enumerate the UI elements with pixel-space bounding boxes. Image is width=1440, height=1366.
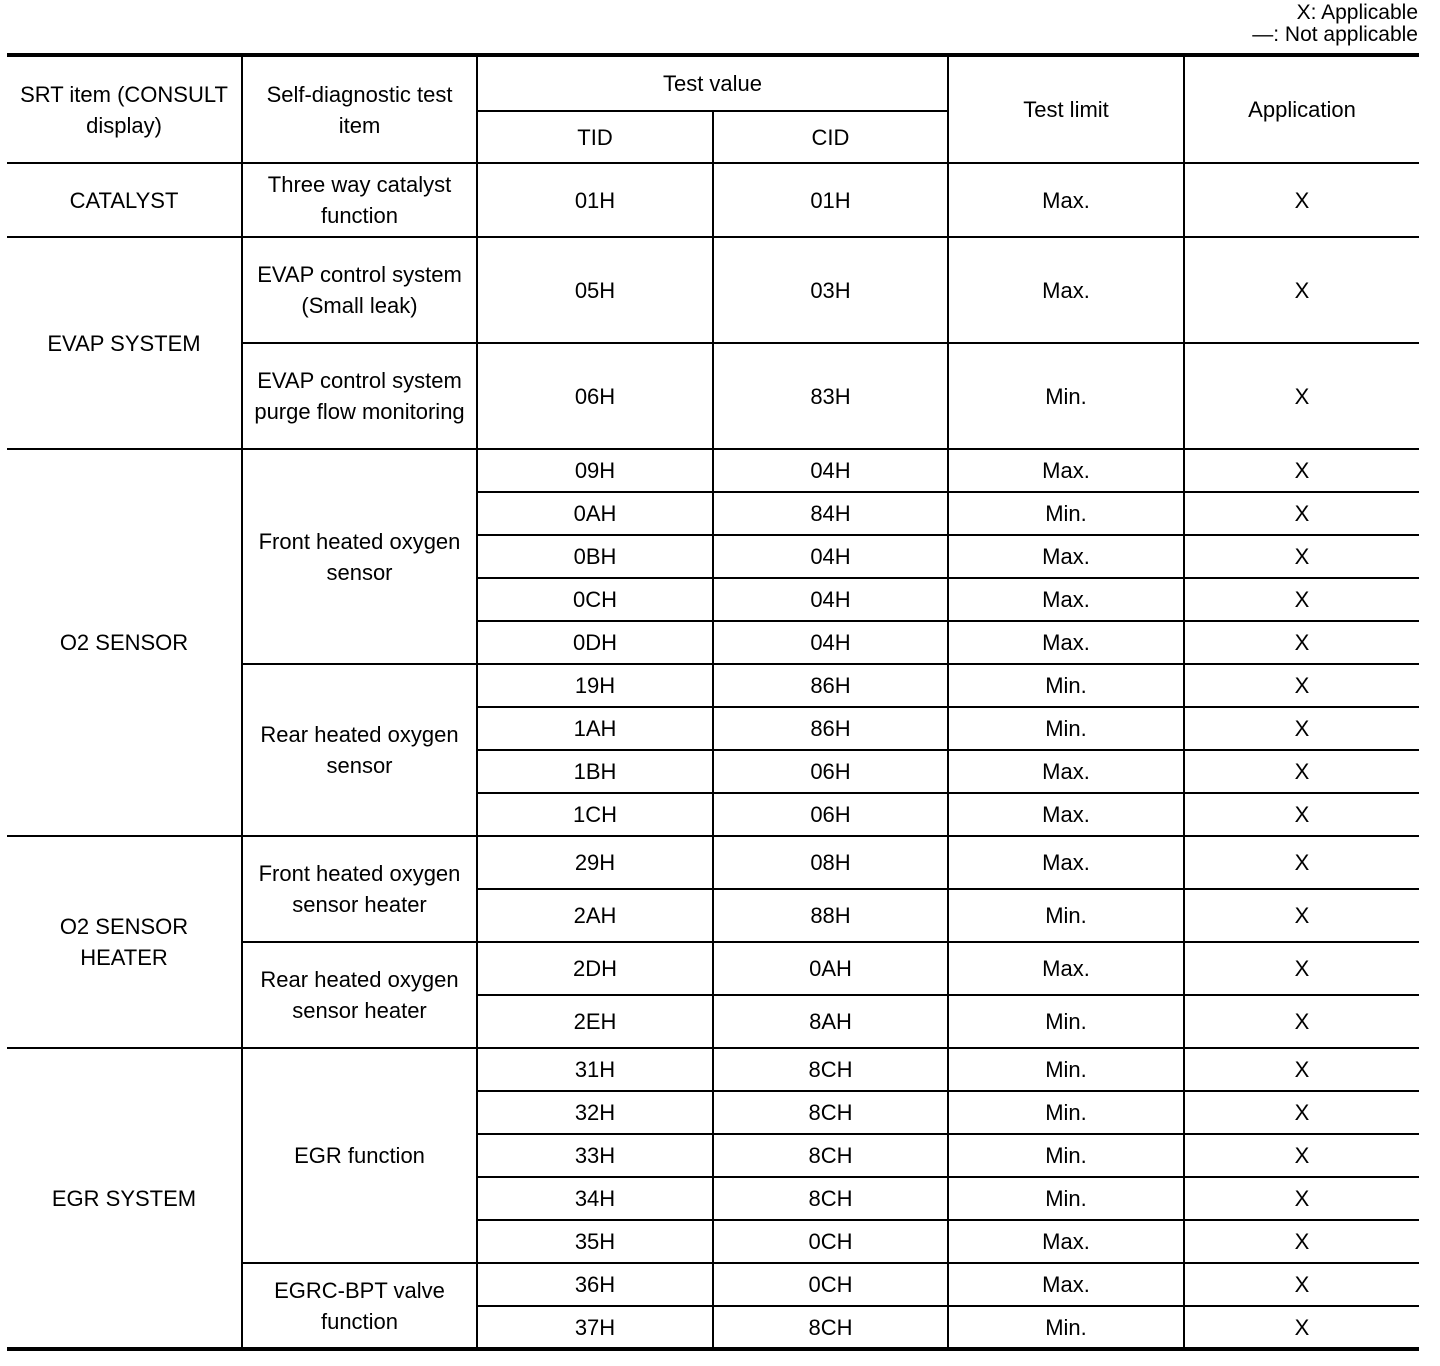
application-cell: X: [1184, 793, 1419, 836]
cid-cell: 01H: [713, 163, 948, 237]
cid-cell: 06H: [713, 793, 948, 836]
test-limit-cell: Min.: [948, 1306, 1184, 1349]
tid-cell: 2AH: [477, 889, 713, 942]
test-limit-cell: Min.: [948, 1177, 1184, 1220]
tid-cell: 37H: [477, 1306, 713, 1349]
self-diagnostic-item-cell: Front heated oxygen sensor heater: [242, 836, 477, 942]
cid-cell: 0CH: [713, 1220, 948, 1263]
cid-cell: 06H: [713, 750, 948, 793]
legend-not-applicable: —: Not applicable: [1252, 23, 1418, 46]
tid-cell: 2EH: [477, 995, 713, 1048]
test-limit-cell: Min.: [948, 343, 1184, 449]
application-cell: X: [1184, 995, 1419, 1048]
application-cell: X: [1184, 343, 1419, 449]
test-limit-cell: Max.: [948, 621, 1184, 664]
application-cell: X: [1184, 237, 1419, 343]
cid-cell: 86H: [713, 664, 948, 707]
legend-applicable: X: Applicable: [1296, 1, 1418, 24]
header-srt-item: SRT item (CONSULT display): [7, 55, 242, 163]
self-diagnostic-item-cell: EGR function: [242, 1048, 477, 1263]
cid-cell: 8CH: [713, 1306, 948, 1349]
test-limit-cell: Max.: [948, 163, 1184, 237]
legend: [1252, 2, 1418, 46]
table-row: [7, 836, 1419, 889]
test-limit-cell: Max.: [948, 449, 1184, 492]
test-limit-cell: Max.: [948, 237, 1184, 343]
tid-cell: 33H: [477, 1134, 713, 1177]
test-limit-cell: Max.: [948, 836, 1184, 889]
self-diagnostic-item-cell: Front heated oxygen sensor: [242, 449, 477, 664]
tid-cell: 0CH: [477, 578, 713, 621]
cid-cell: 8CH: [713, 1091, 948, 1134]
tid-cell: 05H: [477, 237, 713, 343]
test-limit-cell: Max.: [948, 942, 1184, 995]
test-limit-cell: Max.: [948, 578, 1184, 621]
cid-cell: 04H: [713, 449, 948, 492]
test-limit-cell: Max.: [948, 793, 1184, 836]
application-cell: X: [1184, 750, 1419, 793]
header-tid: TID: [477, 111, 713, 163]
cid-cell: 0AH: [713, 942, 948, 995]
application-cell: X: [1184, 492, 1419, 535]
test-limit-cell: Min.: [948, 664, 1184, 707]
srt-table: [7, 53, 1419, 1351]
cid-cell: 0CH: [713, 1263, 948, 1306]
table-row: [7, 449, 1419, 492]
cid-cell: 08H: [713, 836, 948, 889]
header-test-value: Test value: [477, 55, 948, 111]
tid-cell: 1BH: [477, 750, 713, 793]
application-cell: X: [1184, 707, 1419, 750]
table-row: [7, 163, 1419, 237]
test-limit-cell: Max.: [948, 1263, 1184, 1306]
tid-cell: 01H: [477, 163, 713, 237]
test-limit-cell: Min.: [948, 995, 1184, 1048]
tid-cell: 19H: [477, 664, 713, 707]
test-limit-cell: Max.: [948, 750, 1184, 793]
srt-item-cell: CATALYST: [7, 163, 242, 237]
test-limit-cell: Min.: [948, 889, 1184, 942]
application-cell: X: [1184, 836, 1419, 889]
self-diagnostic-item-cell: Three way catalyst function: [242, 163, 477, 237]
test-limit-cell: Min.: [948, 707, 1184, 750]
srt-item-cell: O2 SENSOR: [7, 449, 242, 836]
self-diagnostic-item-cell: EGRC-BPT valve function: [242, 1263, 477, 1349]
test-limit-cell: Min.: [948, 1091, 1184, 1134]
table-body: [7, 163, 1419, 1349]
tid-cell: 0AH: [477, 492, 713, 535]
cid-cell: 8CH: [713, 1177, 948, 1220]
header-application: Application: [1184, 55, 1419, 163]
header-cid: CID: [713, 111, 948, 163]
tid-cell: 06H: [477, 343, 713, 449]
tid-cell: 32H: [477, 1091, 713, 1134]
cid-cell: 8AH: [713, 995, 948, 1048]
tid-cell: 09H: [477, 449, 713, 492]
test-limit-cell: Max.: [948, 1220, 1184, 1263]
application-cell: X: [1184, 1091, 1419, 1134]
tid-cell: 0BH: [477, 535, 713, 578]
application-cell: X: [1184, 1134, 1419, 1177]
test-limit-cell: Min.: [948, 1134, 1184, 1177]
application-cell: X: [1184, 578, 1419, 621]
application-cell: X: [1184, 889, 1419, 942]
cid-cell: 04H: [713, 578, 948, 621]
tid-cell: 1CH: [477, 793, 713, 836]
application-cell: X: [1184, 664, 1419, 707]
application-cell: X: [1184, 1048, 1419, 1091]
application-cell: X: [1184, 1306, 1419, 1349]
application-cell: X: [1184, 621, 1419, 664]
tid-cell: 36H: [477, 1263, 713, 1306]
tid-cell: 34H: [477, 1177, 713, 1220]
application-cell: X: [1184, 535, 1419, 578]
cid-cell: 8CH: [713, 1048, 948, 1091]
self-diagnostic-item-cell: EVAP control system purge flow monitoring: [242, 343, 477, 449]
application-cell: X: [1184, 1263, 1419, 1306]
self-diagnostic-item-cell: Rear heated oxygen sensor: [242, 664, 477, 836]
header-test-limit: Test limit: [948, 55, 1184, 163]
table-row: [7, 1048, 1419, 1091]
cid-cell: 86H: [713, 707, 948, 750]
srt-item-cell: EVAP SYSTEM: [7, 237, 242, 449]
cid-cell: 04H: [713, 535, 948, 578]
test-limit-cell: Min.: [948, 492, 1184, 535]
test-limit-cell: Min.: [948, 1048, 1184, 1091]
application-cell: X: [1184, 942, 1419, 995]
tid-cell: 29H: [477, 836, 713, 889]
application-cell: X: [1184, 449, 1419, 492]
header-self-diagnostic-item: Self-diagnostic test item: [242, 55, 477, 163]
srt-item-cell: O2 SENSOR HEATER: [7, 836, 242, 1048]
cid-cell: 8CH: [713, 1134, 948, 1177]
application-cell: X: [1184, 163, 1419, 237]
self-diagnostic-item-cell: Rear heated oxygen sensor heater: [242, 942, 477, 1048]
tid-cell: 31H: [477, 1048, 713, 1091]
tid-cell: 2DH: [477, 942, 713, 995]
cid-cell: 88H: [713, 889, 948, 942]
cid-cell: 83H: [713, 343, 948, 449]
tid-cell: 0DH: [477, 621, 713, 664]
cid-cell: 84H: [713, 492, 948, 535]
srt-item-cell: EGR SYSTEM: [7, 1048, 242, 1349]
cid-cell: 04H: [713, 621, 948, 664]
tid-cell: 1AH: [477, 707, 713, 750]
self-diagnostic-item-cell: EVAP control system (Small leak): [242, 237, 477, 343]
cid-cell: 03H: [713, 237, 948, 343]
application-cell: X: [1184, 1220, 1419, 1263]
application-cell: X: [1184, 1177, 1419, 1220]
test-limit-cell: Max.: [948, 535, 1184, 578]
table-row: [7, 237, 1419, 343]
tid-cell: 35H: [477, 1220, 713, 1263]
